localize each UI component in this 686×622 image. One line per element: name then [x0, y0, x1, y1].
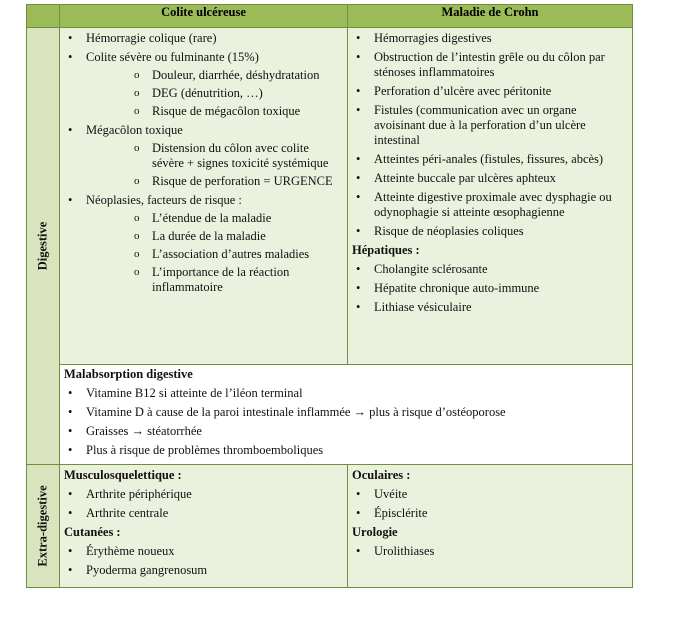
crohn-list — [352, 31, 628, 239]
extra-left-cell — [60, 465, 348, 588]
list-item: • Érythème noueux — [64, 544, 343, 559]
list-item: • Hépatite chronique auto-immune — [352, 281, 628, 296]
list-item: • Épisclérite — [352, 506, 628, 521]
list-item: • Colite sévère ou fulminante (15%) o Douleur, diarrhée, déshydratation o DEG (dénutrition, …) o Risque de mégacôlon toxique — [64, 50, 343, 119]
list-item: • Risque de néoplasies coliques — [352, 224, 628, 239]
sub-list-item: o Douleur, diarrhée, déshydratation — [86, 68, 343, 83]
sub-list-item: o Distension du côlon avec colite sévère + signes toxicité systémique — [86, 141, 343, 171]
list-item: • Mégacôlon toxique o Distension du côlon avec colite sévère + signes toxicité systémique o Risque de perforation = URGENCE — [64, 123, 343, 189]
list-item: • Lithiase vésiculaire — [352, 300, 628, 315]
list-item: • Cholangite sclérosante — [352, 262, 628, 277]
list-item: • Graisses → stéatorrhée — [64, 424, 628, 439]
sub-list-item: o Risque de perforation = URGENCE — [86, 174, 343, 189]
hepatic-title: Hépatiques : — [352, 243, 420, 257]
list-item: • Atteinte buccale par ulcères aphteux — [352, 171, 628, 186]
list-item: • Hémorragies digestives — [352, 31, 628, 46]
list-item: • Vitamine D à cause de la paroi intestinale inflammée → plus à risque d’ostéoporose — [64, 405, 628, 420]
extra-label: Extra-digestive — [35, 485, 50, 567]
sub-list — [86, 211, 343, 295]
musculo-title: Musculosquelettique : — [64, 468, 182, 482]
list-item: • Pyoderma gangrenosum — [64, 563, 343, 578]
digestive-row — [27, 28, 633, 365]
list-item: • Hémorragie colique (rare) — [64, 31, 343, 46]
musculo-list — [64, 487, 343, 521]
cutanees-title: Cutanées : — [64, 525, 121, 539]
extra-row — [27, 465, 633, 588]
header-corner — [27, 5, 60, 28]
sub-list-item: o La durée de la maladie — [86, 229, 343, 244]
colite-list — [64, 31, 343, 295]
crohn-cell — [348, 28, 633, 365]
sub-list — [86, 141, 343, 189]
sub-list-item: o L’étendue de la maladie — [86, 211, 343, 226]
header-crohn: Maladie de Crohn — [348, 5, 633, 28]
list-item: • Atteintes péri-anales (fistules, fissures, abcès) — [352, 152, 628, 167]
extra-side-cell — [27, 465, 60, 588]
malabsorption-title: Malabsorption digestive — [64, 367, 193, 381]
comparison-table-wrapper — [26, 4, 632, 588]
oculaires-title: Oculaires : — [352, 468, 411, 482]
list-item: • Arthrite centrale — [64, 506, 343, 521]
list-item: • Atteinte digestive proximale avec dysphagie ou odynophagie si atteinte œsophagienne — [352, 190, 628, 220]
digestive-side-cell — [27, 28, 60, 465]
sub-list-item: o Risque de mégacôlon toxique — [86, 104, 343, 119]
list-item: • Vitamine B12 si atteinte de l’iléon terminal — [64, 386, 628, 401]
urologie-title: Urologie — [352, 525, 398, 539]
cutanees-list — [64, 544, 343, 578]
sub-list — [86, 68, 343, 119]
list-item: • Perforation d’ulcère avec péritonite — [352, 84, 628, 99]
malabsorption-list — [64, 386, 628, 458]
malabsorption-row — [27, 365, 633, 465]
digestive-label: Digestive — [35, 221, 50, 271]
extra-right-cell — [348, 465, 633, 588]
oculaires-list — [352, 487, 628, 521]
urologie-list — [352, 544, 628, 559]
list-item: • Obstruction de l’intestin grêle ou du côlon par sténoses inflammatoires — [352, 50, 628, 80]
malabsorption-cell — [60, 365, 633, 465]
list-item: • Fistules (communication avec un organe avoisinant due à la perforation d’un ulcère intestinal — [352, 103, 628, 148]
list-item: • Uvéite — [352, 487, 628, 502]
list-item: • Plus à risque de problèmes thromboemboliques — [64, 443, 628, 458]
colite-cell — [60, 28, 348, 365]
list-item: • Néoplasies, facteurs de risque : o L’étendue de la maladie o La durée de la maladie o L’association d’autres maladies o L’importance de la réaction inflammatoire — [64, 193, 343, 295]
list-item: • Urolithiases — [352, 544, 628, 559]
header-colite: Colite ulcéreuse — [60, 5, 348, 28]
list-item: • Arthrite périphérique — [64, 487, 343, 502]
sub-list-item: o DEG (dénutrition, …) — [86, 86, 343, 101]
sub-list-item: o L’association d’autres maladies — [86, 247, 343, 262]
comparison-table — [26, 4, 633, 588]
hepatic-list — [352, 262, 628, 315]
header-row — [27, 5, 633, 28]
sub-list-item: o L’importance de la réaction inflammatoire — [86, 265, 343, 295]
